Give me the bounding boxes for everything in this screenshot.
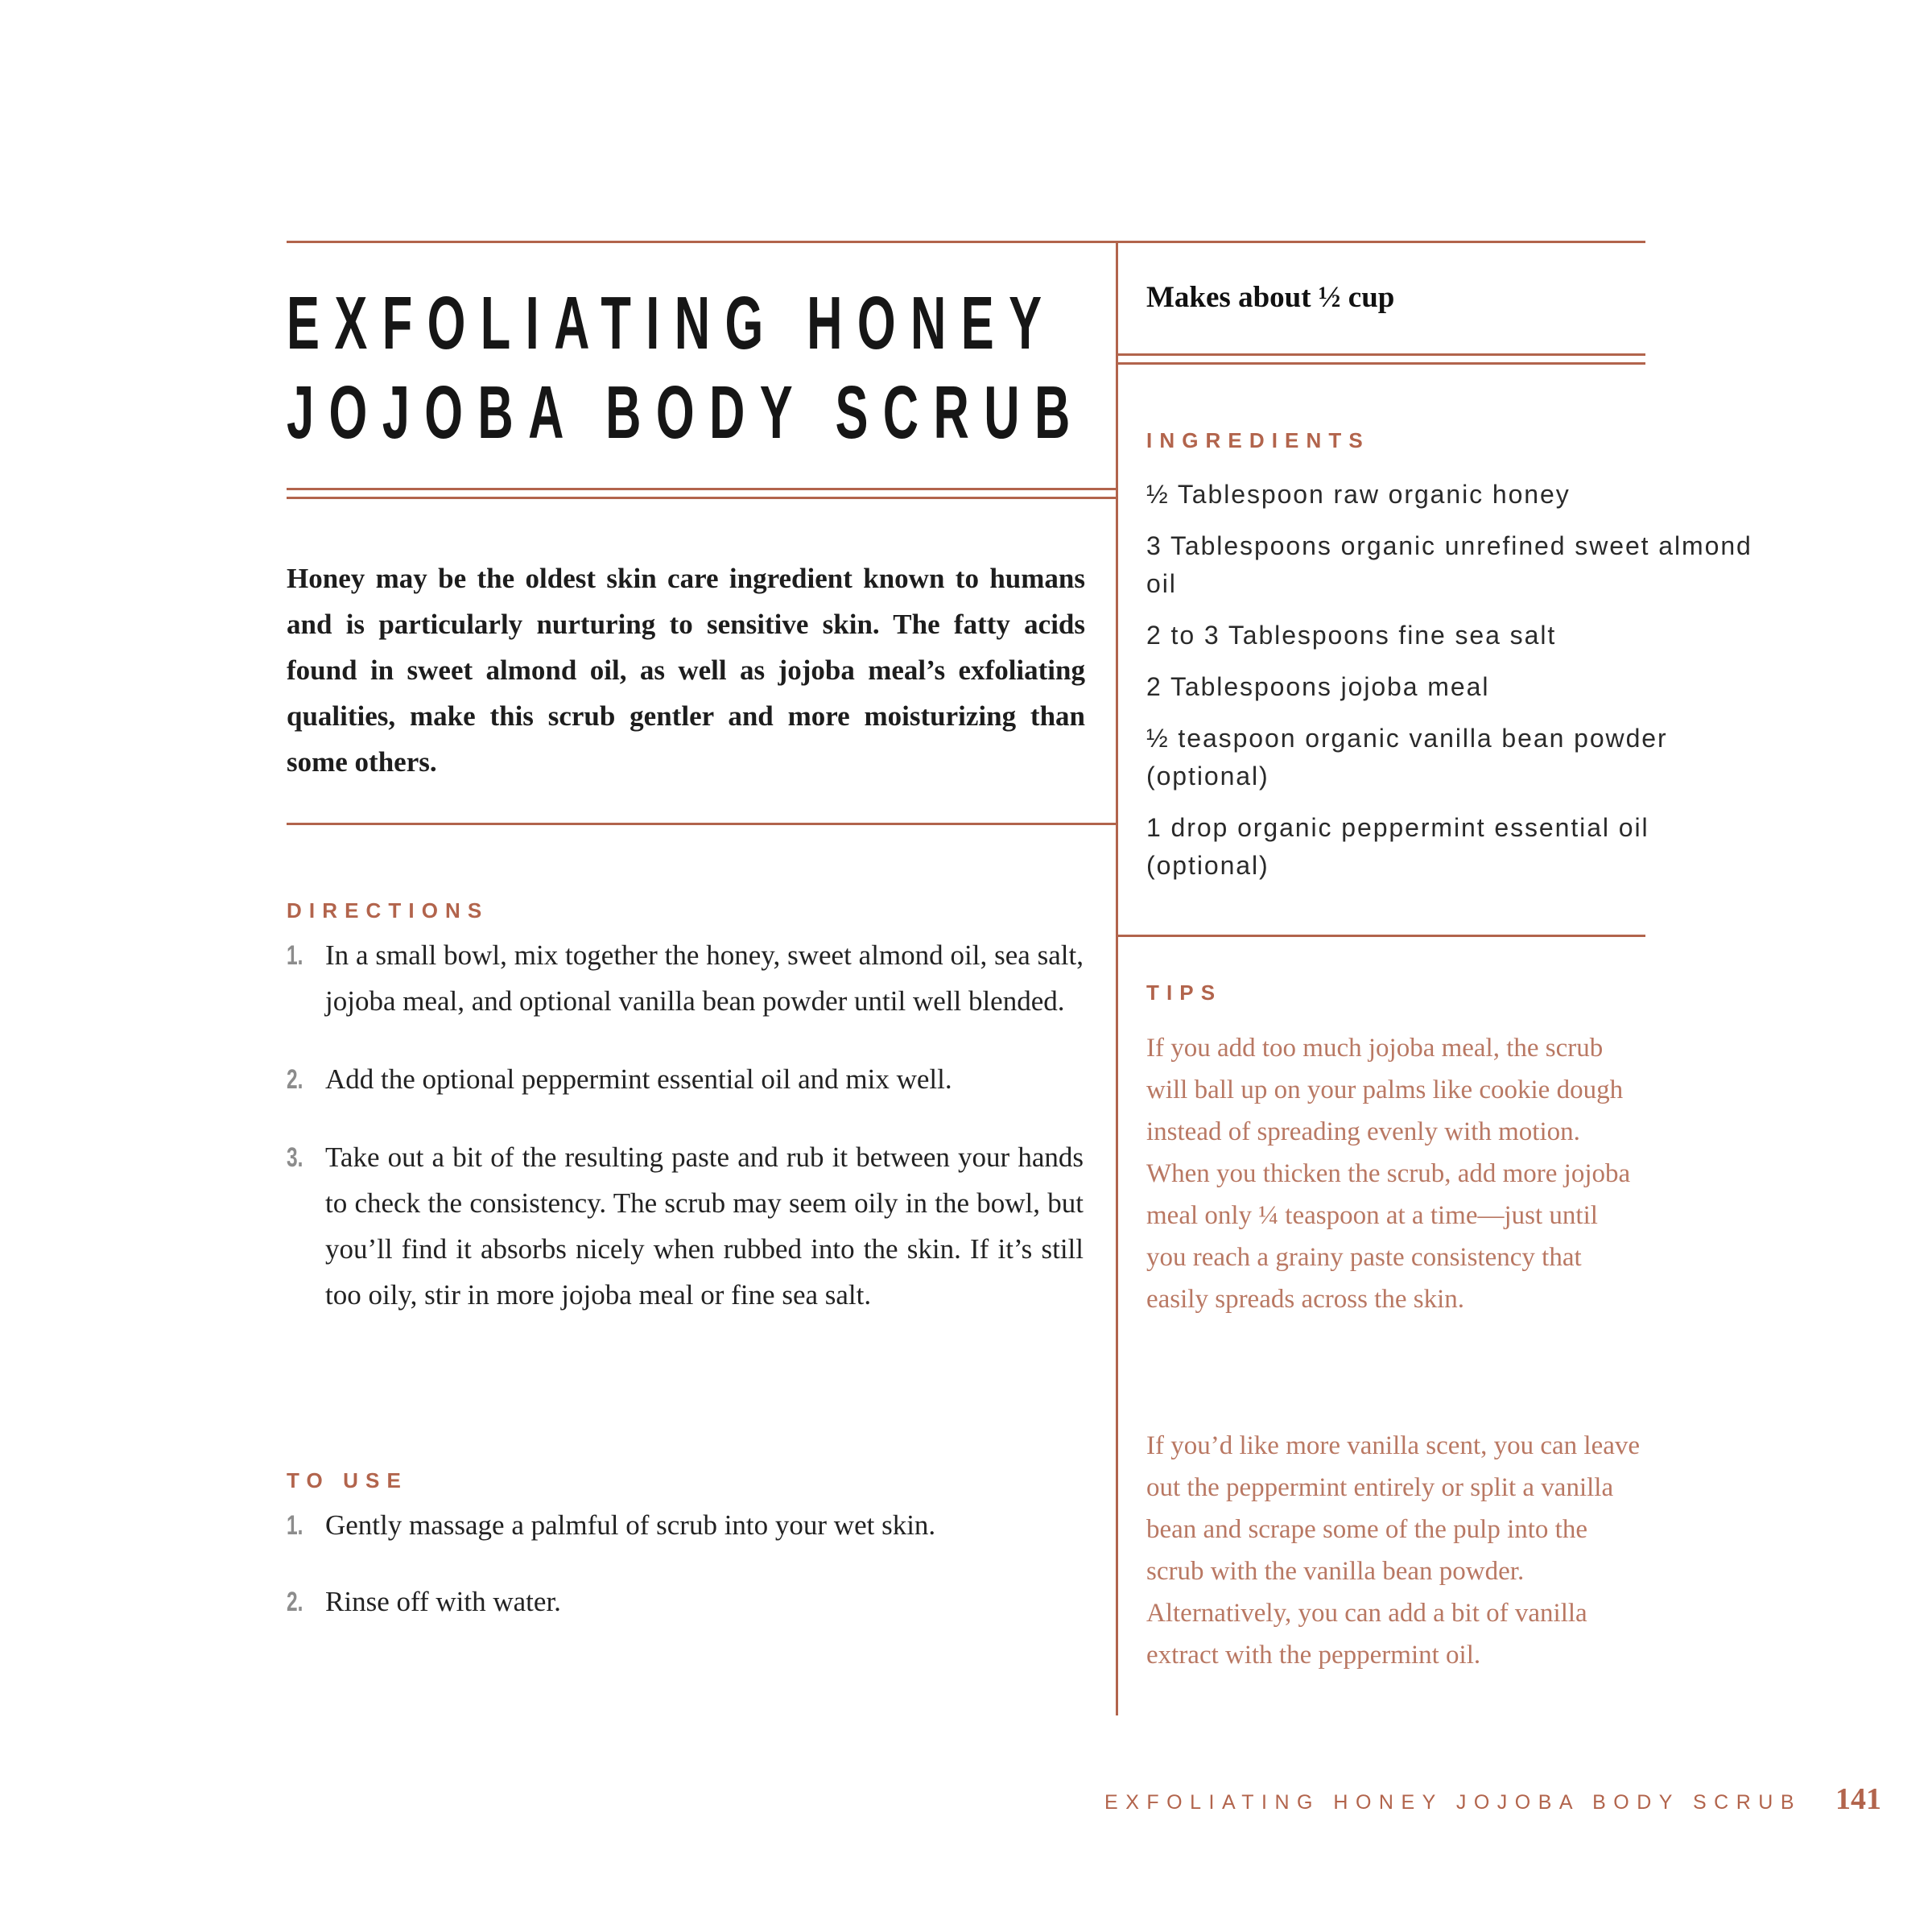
step-number: 1. bbox=[287, 1510, 303, 1541]
to-use-list bbox=[287, 1502, 1084, 1657]
ingredient-item: ½ Tablespoon raw organic honey bbox=[1146, 480, 1571, 509]
direction-step bbox=[287, 1134, 1084, 1318]
ingredient-item: 2 to 3 Tablespoons fine sea salt bbox=[1146, 621, 1557, 650]
step-number: 3. bbox=[287, 1142, 303, 1173]
step-number: 2. bbox=[287, 1587, 303, 1617]
intro-divider-rule bbox=[287, 823, 1116, 825]
yield-note: Makes about ½ cup bbox=[1146, 281, 1395, 314]
direction-step bbox=[287, 1056, 1084, 1102]
step-text: Gently massage a palmful of scrub into your wet skin. bbox=[325, 1509, 936, 1541]
to-use-step bbox=[287, 1579, 1084, 1624]
footer-page-number: 141 bbox=[1835, 1782, 1881, 1816]
recipe-title-line2: JOJOBA BODY SCRUB bbox=[287, 370, 1085, 454]
step-text: Rinse off with water. bbox=[325, 1586, 561, 1617]
tips-paragraph: If you’d like more vanilla scent, you can leave out the peppermint entirely or split a vanilla bean and scrape some of the pulp into the scrub with the vanilla bean powder. Alternatively, you can add a bit of vanilla extract with the peppermint oil. bbox=[1146, 1431, 1641, 1670]
ingredient-item: 1 drop organic peppermint essential oil (optional) bbox=[1146, 813, 1649, 880]
ingredient-item: ½ teaspoon organic vanilla bean powder (optional) bbox=[1146, 724, 1668, 791]
column-divider-rule bbox=[1116, 241, 1118, 1715]
step-number: 1. bbox=[287, 940, 303, 971]
step-number: 2. bbox=[287, 1064, 303, 1095]
directions-list bbox=[287, 932, 1084, 1350]
tips-divider-rule bbox=[1116, 935, 1645, 937]
to-use-step bbox=[287, 1502, 1084, 1548]
directions-heading: DIRECTIONS bbox=[287, 898, 489, 923]
footer-recipe-name: EXFOLIATING HONEY JOJOBA BODY SCRUB bbox=[1104, 1791, 1802, 1814]
to-use-heading: TO USE bbox=[287, 1468, 408, 1492]
step-text: Add the optional peppermint essential oil and mix well. bbox=[325, 1063, 952, 1095]
ingredients-heading: INGREDIENTS bbox=[1146, 428, 1370, 452]
title-divider-double-rule bbox=[287, 488, 1116, 499]
top-rule bbox=[287, 241, 1645, 243]
tips-paragraph: If you add too much jojoba meal, the scrub will ball up on your palms like cookie dough instead of spreading evenly with motion. When you thicken the scrub, add more jojoba meal only ¼ teaspoon at a time—just until you reach a grainy paste consistency that easily spreads across the skin. bbox=[1146, 1034, 1631, 1314]
yield-divider-double-rule bbox=[1116, 353, 1645, 365]
ingredient-item: 2 Tablespoons jojoba meal bbox=[1146, 672, 1490, 701]
ingredients-list bbox=[1146, 476, 1758, 898]
intro-paragraph: Honey may be the oldest skin care ingredient known to humans and is particularly nurturing to sensitive skin. The fatty acids found in sweet almond oil, as well as jojoba meal’s exfoliating qualities, make this scrub gentler and more moisturizing than some others. bbox=[287, 563, 1085, 778]
ingredient-item: 3 Tablespoons organic unrefined sweet almond oil bbox=[1146, 531, 1752, 598]
tips-section bbox=[1146, 1027, 1644, 1676]
recipe-title bbox=[287, 279, 1085, 457]
step-text: Take out a bit of the resulting paste and rub it between your hands to check the consistency. The scrub may seem oily in the bowl, but you’ll find it absorbs nicely when rubbed into the skin. If it’s still too oily, stir in more jojoba meal or fine sea salt. bbox=[325, 1141, 1084, 1311]
direction-step bbox=[287, 932, 1084, 1024]
step-text: In a small bowl, mix together the honey, sweet almond oil, sea salt, jojoba meal, and optional vanilla bean powder until well blended. bbox=[325, 939, 1084, 1017]
recipe-title-line1: EXFOLIATING HONEY bbox=[287, 281, 1057, 365]
page-footer bbox=[1104, 1781, 1881, 1817]
tips-heading: TIPS bbox=[1146, 980, 1223, 1005]
